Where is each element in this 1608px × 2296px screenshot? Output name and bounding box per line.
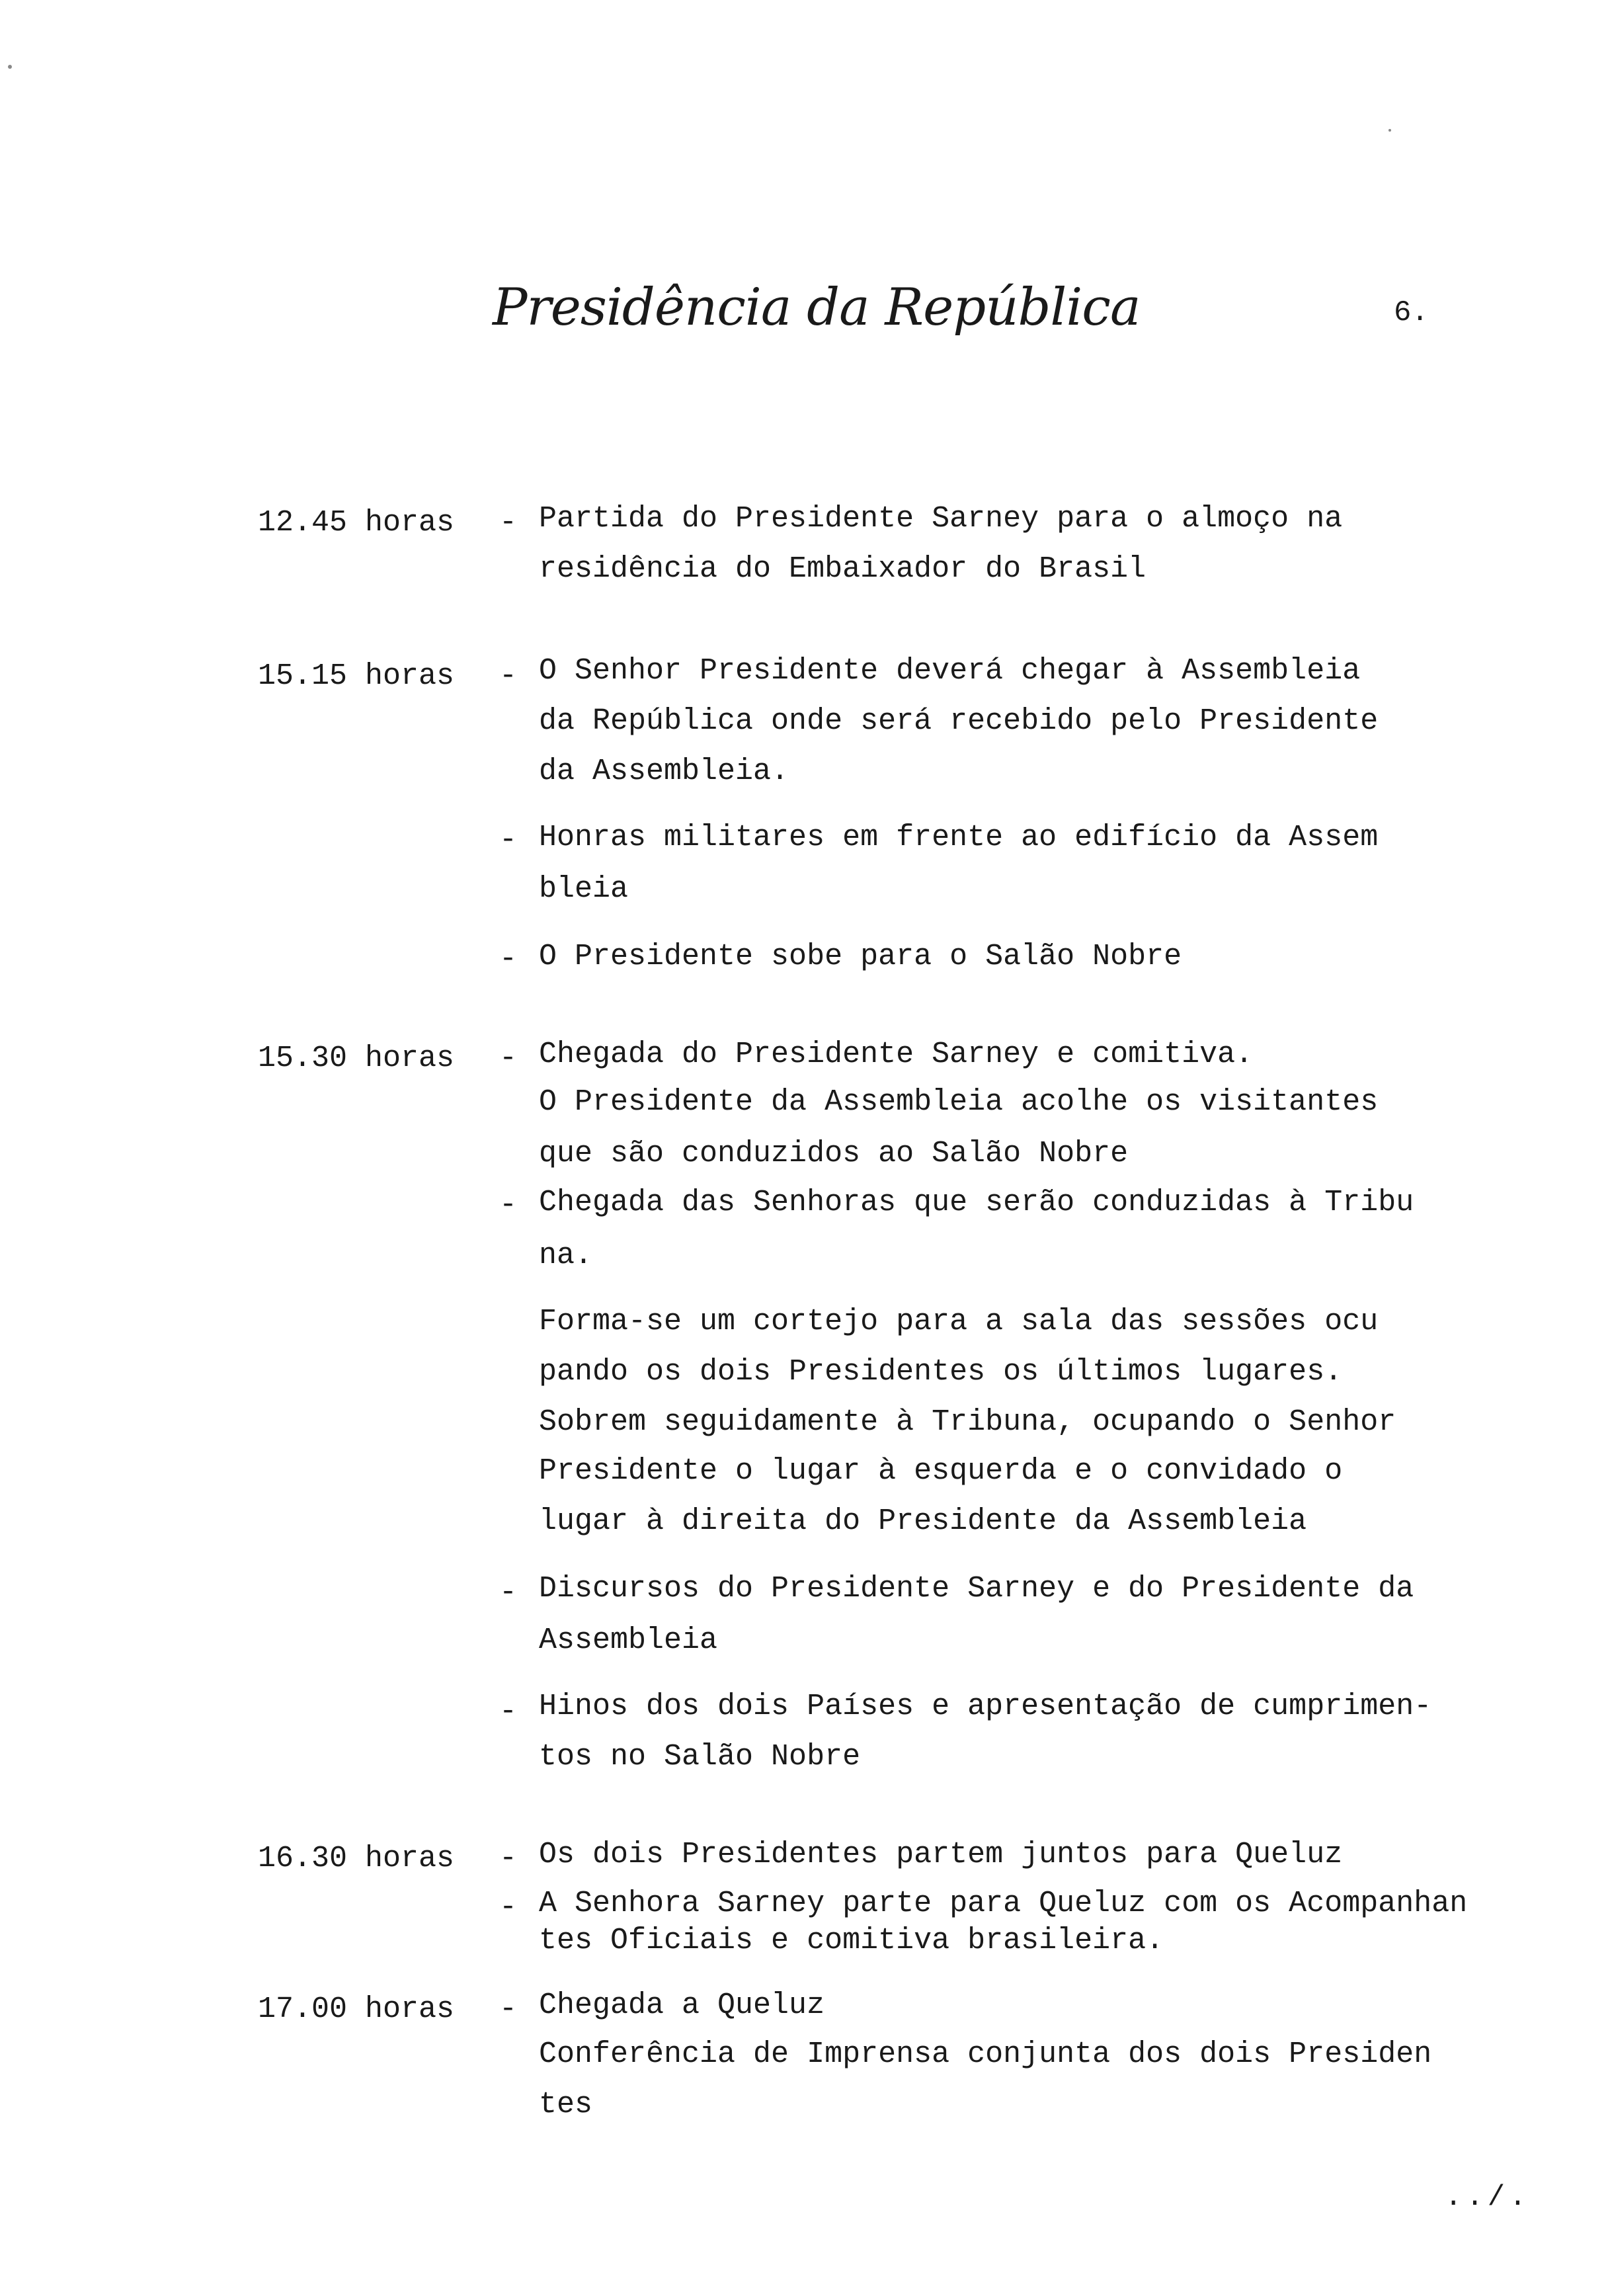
bullet-dash: -	[499, 1188, 518, 1222]
schedule-time: 15.15 horas	[258, 659, 455, 693]
bullet-dash: -	[499, 659, 518, 693]
schedule-line: Assembleia	[539, 1623, 718, 1657]
bullet-dash: -	[499, 506, 518, 540]
schedule-line: bleia	[539, 872, 629, 906]
schedule-line: Presidente o lugar à esquerda e o convidado o	[539, 1454, 1343, 1488]
bullet-dash: -	[499, 1891, 518, 1924]
schedule-line: lugar à direita do Presidente da Assembleia	[539, 1504, 1307, 1538]
scan-speck	[1388, 129, 1391, 132]
schedule-time: 15.30 horas	[258, 1042, 455, 1075]
bullet-dash: -	[499, 1842, 518, 1875]
schedule-line: residência do Embaixador do Brasil	[539, 552, 1146, 586]
schedule-line: tes Oficiais e comitiva brasileira.	[539, 1924, 1164, 1957]
schedule-line: Chegada a Queluz	[539, 1988, 825, 2022]
letterhead-title: Presidência da República	[493, 278, 1141, 337]
schedule-line: da República onde será recebido pelo Presidente	[539, 704, 1379, 738]
schedule-line: tes	[539, 2088, 593, 2121]
bullet-dash: -	[499, 942, 518, 976]
continuation-mark: ../.	[1445, 2181, 1531, 2214]
schedule-line: Chegada do Presidente Sarney e comitiva.	[539, 1038, 1254, 1071]
bullet-dash: -	[499, 1042, 518, 1075]
schedule-line: Sobrem seguidamente à Tribuna, ocupando o Senhor	[539, 1405, 1396, 1439]
schedule-line: na.	[539, 1239, 593, 1272]
schedule-line: A Senhora Sarney parte para Queluz com os Acompanhan	[539, 1887, 1468, 1920]
bullet-dash: -	[499, 1695, 518, 1729]
schedule-line: pando os dois Presidentes os últimos lugares.	[539, 1355, 1343, 1389]
schedule-line: tos no Salão Nobre	[539, 1740, 861, 1774]
schedule-line: Hinos dos dois Países e apresentação de cumprimen-	[539, 1690, 1432, 1723]
schedule-time: 16.30 horas	[258, 1842, 455, 1875]
schedule-line: da Assembleia.	[539, 755, 789, 788]
schedule-line: Os dois Presidentes partem juntos para Queluz	[539, 1838, 1343, 1871]
bullet-dash: -	[499, 1992, 518, 2026]
schedule-line: O Senhor Presidente deverá chegar à Assembleia	[539, 654, 1361, 688]
schedule-line: que são conduzidos ao Salão Nobre	[539, 1137, 1129, 1170]
schedule-line: Conferência de Imprensa conjunta dos dois Presiden	[539, 2037, 1432, 2071]
page-number: 6.	[1394, 296, 1429, 329]
schedule-line: Chegada das Senhoras que serão conduzidas à Tribu	[539, 1186, 1414, 1219]
schedule-time: 12.45 horas	[258, 506, 455, 540]
schedule-line: Discursos do Presidente Sarney e do Presidente da	[539, 1572, 1414, 1606]
schedule-time: 17.00 horas	[258, 1992, 455, 2026]
schedule-line: O Presidente da Assembleia acolhe os visitantes	[539, 1085, 1379, 1119]
schedule-line: Honras militares em frente ao edifício da Assem	[539, 821, 1379, 854]
schedule-line: O Presidente sobe para o Salão Nobre	[539, 940, 1182, 973]
scan-speck	[8, 65, 12, 69]
schedule-line: Partida do Presidente Sarney para o almoço na	[539, 502, 1343, 536]
bullet-dash: -	[499, 1576, 518, 1610]
bullet-dash: -	[499, 823, 518, 857]
schedule-line: Forma-se um cortejo para a sala das sessões ocu	[539, 1305, 1379, 1338]
